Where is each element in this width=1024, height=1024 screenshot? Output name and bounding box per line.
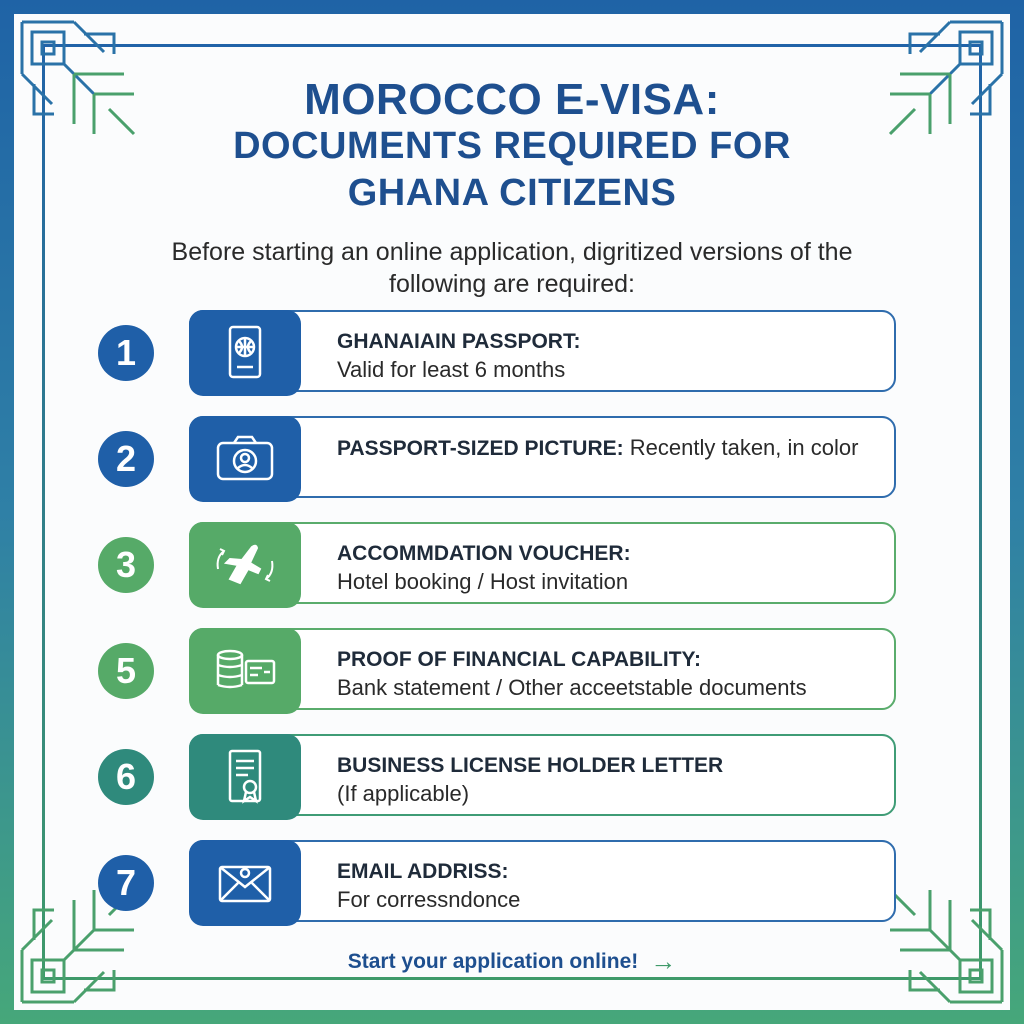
arrow-right-icon: → bbox=[650, 946, 677, 976]
email-icon bbox=[189, 840, 301, 926]
cta-text: Start your application online! bbox=[347, 950, 639, 973]
document-item-picture bbox=[98, 416, 898, 502]
camera-icon bbox=[189, 416, 301, 502]
document-card bbox=[189, 416, 896, 498]
document-item-financial bbox=[98, 628, 898, 714]
intro-line-2: following are required: bbox=[389, 270, 635, 298]
document-card bbox=[189, 522, 896, 604]
title-line-1: MOROCCO E-VISA: bbox=[304, 75, 720, 124]
item-number-badge: 1 bbox=[98, 325, 154, 381]
item-number-badge: 3 bbox=[98, 537, 154, 593]
passport-icon bbox=[189, 310, 301, 396]
item-label: PASSPORT-SIZED PICTURE: bbox=[337, 437, 624, 460]
cta-link[interactable] bbox=[14, 946, 1010, 977]
document-item-email bbox=[98, 840, 898, 926]
item-detail: Bank statement / Other acceetstable documents bbox=[337, 675, 807, 700]
item-detail: Recently taken, in color bbox=[629, 435, 859, 460]
item-detail: Valid for least 6 months bbox=[337, 357, 566, 382]
title-line-2: DOCUMENTS REQUIRED FOR bbox=[233, 125, 791, 167]
document-card bbox=[189, 840, 896, 922]
item-detail: (If applicable) bbox=[337, 781, 470, 806]
item-number-badge: 2 bbox=[98, 431, 154, 487]
document-item-accommodation bbox=[98, 522, 898, 608]
document-item-passport bbox=[98, 310, 898, 396]
item-label: ACCOMMDATION VOUCHER: bbox=[337, 542, 631, 565]
title-line-3: GHANA CITIZENS bbox=[347, 172, 677, 214]
certificate-icon bbox=[189, 734, 301, 820]
airplane-icon bbox=[189, 522, 301, 608]
intro-text bbox=[104, 236, 920, 300]
corner-ornament-bottom-right bbox=[880, 880, 1010, 1010]
item-label: GHANAIAIN PASSPORT: bbox=[337, 330, 581, 353]
item-label: EMAIL ADDRISS: bbox=[337, 860, 509, 883]
document-card bbox=[189, 734, 896, 816]
item-label: PROOF OF FINANCIAL CAPABILITY: bbox=[337, 648, 701, 671]
page-title bbox=[14, 76, 1010, 217]
money-icon bbox=[189, 628, 301, 714]
document-item-business-letter bbox=[98, 734, 898, 820]
document-card bbox=[189, 310, 896, 392]
item-detail: Hotel booking / Host invitation bbox=[337, 569, 629, 594]
intro-line-1: Before starting an online application, digritized versions of the bbox=[171, 238, 853, 266]
item-number-badge: 5 bbox=[98, 643, 154, 699]
item-detail: For corressndonce bbox=[337, 887, 521, 912]
item-label: BUSINESS LICENSE HOLDER LETTER bbox=[337, 754, 724, 777]
poster bbox=[14, 14, 1010, 1010]
item-number-badge: 6 bbox=[98, 749, 154, 805]
document-card bbox=[189, 628, 896, 710]
item-number-badge: 7 bbox=[98, 855, 154, 911]
